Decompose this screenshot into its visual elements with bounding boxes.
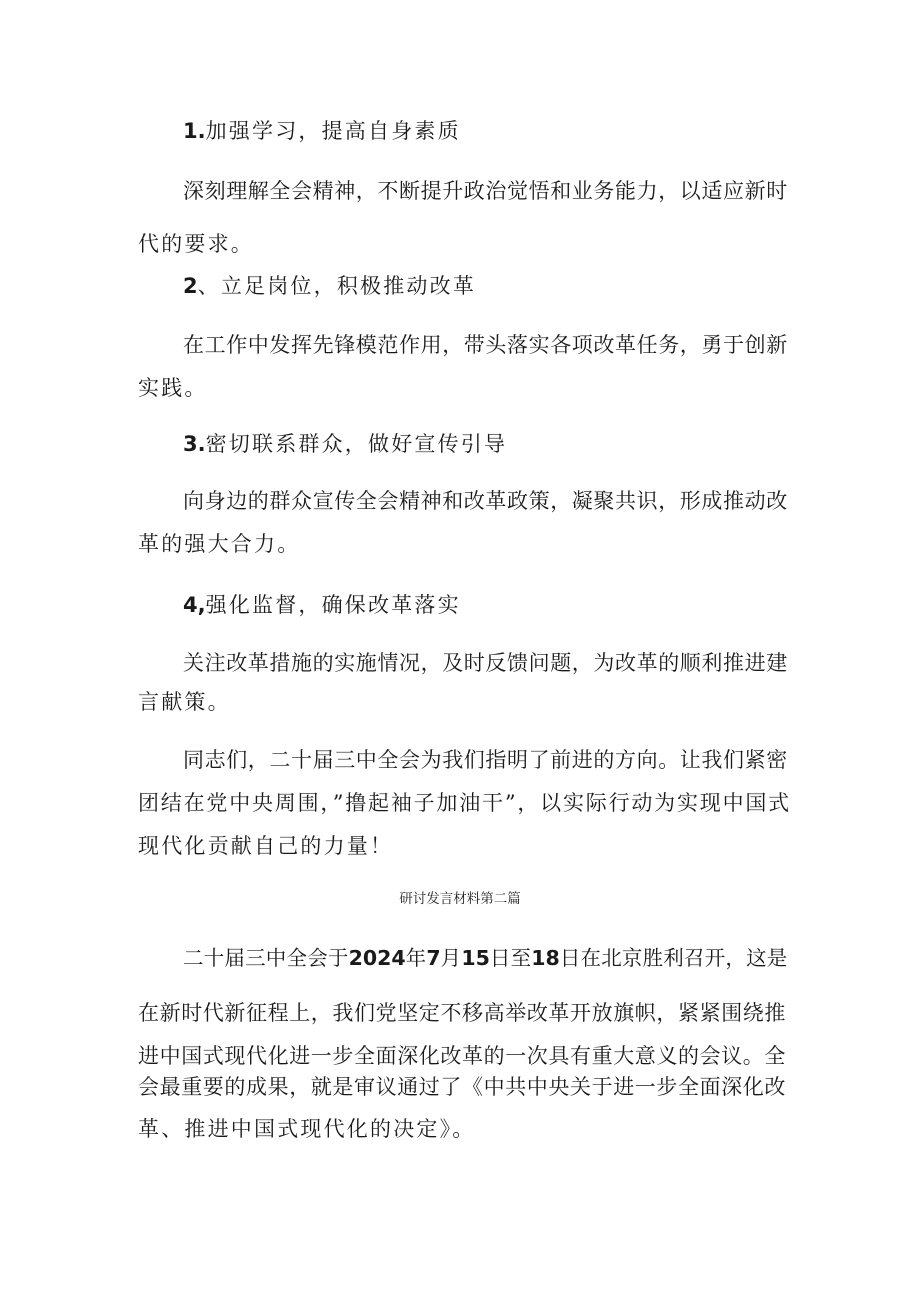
second-para-text-d: 日至	[489, 946, 532, 970]
section-4-title: 强化监督，确保改革落实	[205, 593, 461, 617]
section-4-body-line-1: 关注改革措施的实施情况，及时反馈问题，为改革的顺利推进建	[183, 651, 788, 675]
second-para-text-b: 年	[405, 946, 427, 970]
meeting-year: 2024	[348, 946, 406, 970]
section-2-title: 、立足岗位，积极推动改革	[197, 274, 477, 298]
meeting-start-day: 15	[461, 946, 490, 970]
second-para-line-1	[183, 945, 788, 971]
section-3-number: 3.	[183, 432, 206, 456]
section-1-title: 加强学习，提高自身素质	[205, 119, 461, 143]
section-2-body-line-1: 在工作中发挥先锋模范作用，带头落实各项改革任务，勇于创新	[183, 333, 788, 357]
second-para-line-3: 进中国式现代化进一步全面深化改革的一次具有重大意义的会议。全	[138, 1044, 786, 1068]
meeting-end-day: 18	[531, 946, 560, 970]
section-3-heading	[183, 431, 507, 457]
second-para-line-5: 革、推进中国式现代化的决定》。	[138, 1117, 476, 1141]
section-1-body-line-2: 代的要求。	[138, 232, 254, 256]
section-1-body-line-1: 深刻理解全会精神，不断提升政治觉悟和业务能力，以适应新时	[183, 179, 788, 203]
section-3-body-line-1: 向身边的群众宣传全会精神和改革政策，凝聚共识，形成推动改	[183, 489, 788, 513]
second-para-line-2: 在新时代新征程上，我们党坚定不移高举改革开放旗帜，紧紧围绕推	[138, 1001, 786, 1025]
second-para-line-4: 会最重要的成果，就是审议通过了《中共中央关于进一步全面深化改	[138, 1075, 786, 1099]
closing-line-2: 团结在党中央周围，”撸起袖子加油干”，以实际行动为实现中国式	[138, 791, 791, 815]
section-1-heading	[183, 118, 461, 144]
section-4-heading	[183, 592, 461, 618]
second-para-text-e: 日在北京胜利召开，这是	[559, 946, 788, 970]
section-3-body-line-2: 革的强大合力。	[138, 532, 301, 556]
section-2-body-line-2: 实践。	[138, 376, 208, 400]
section-4-body-line-2: 言献策。	[138, 690, 231, 714]
closing-line-1: 同志们，二十届三中全会为我们指明了前进的方向。让我们紧密	[183, 748, 788, 772]
closing-line-3: 现代化贡献自己的力量！	[138, 834, 394, 858]
section-2-heading	[183, 273, 476, 299]
section-3-title: 密切联系群众，做好宣传引导	[205, 432, 508, 456]
meeting-month: 7	[426, 946, 441, 970]
second-article-title: 研讨发言材料第二篇	[399, 891, 521, 907]
section-4-number: 4,	[183, 593, 206, 617]
section-1-number: 1.	[183, 119, 206, 143]
second-para-text-c: 月	[440, 946, 462, 970]
section-2-number: 2	[183, 274, 198, 298]
second-para-text-a: 二十届三中全会于	[183, 946, 349, 970]
